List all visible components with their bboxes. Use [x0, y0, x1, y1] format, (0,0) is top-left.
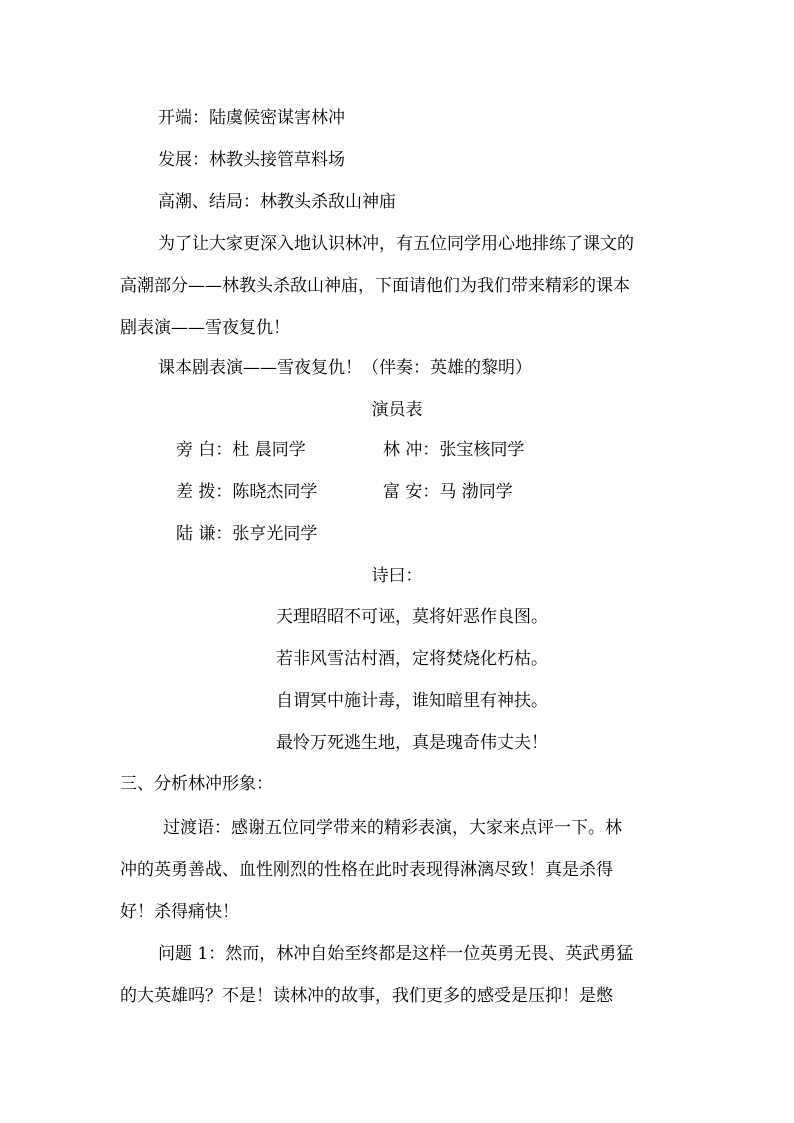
cast-title: 演员表: [371, 400, 423, 420]
cast-lu-qian: 陆 谦：张亨光同学: [176, 524, 318, 544]
cast-cha-bo: 差 拨：陈晓杰同学: [176, 482, 318, 502]
poem-title: 诗曰：: [371, 566, 423, 586]
plot-development: 发展：林教头接管草料场: [158, 150, 345, 170]
transition-line-1: 过渡语：感谢五位同学带来的精彩表演，大家来点评一下。林: [163, 818, 622, 838]
cast-fu-an: 富 安：马 渤同学: [383, 482, 513, 502]
section-heading: 三、分析林冲形象：: [120, 774, 273, 794]
question-1-line-2: 的大英雄吗？不是！读林冲的故事，我们更多的感受是压抑！是憋: [120, 986, 613, 1006]
poem-line: 天理昭昭不可诬，莫将奸恶作良图。: [276, 607, 548, 627]
transition-line-2: 冲的英勇善战、血性刚烈的性格在此时表现得淋漓尽致！真是杀得: [120, 860, 613, 880]
question-1-line-1: 问题 1：然而，林冲自始至终都是这样一位英勇无畏、英武勇猛: [158, 944, 634, 964]
performance-title: 课本剧表演——雪夜复仇！（伴奏：英雄的黎明）: [158, 358, 532, 378]
plot-opening: 开端：陆虞候密谋害林冲: [158, 108, 345, 128]
transition-line-3: 好！杀得痛快！: [120, 902, 239, 922]
poem-line: 最怜万死逃生地，真是瑰奇伟丈夫！: [276, 733, 548, 753]
plot-climax: 高潮、结局：林教头杀敌山神庙: [158, 192, 396, 212]
cast-narrator: 旁 白：杜 晨同学: [176, 440, 306, 460]
intro-line-3: 剧表演——雪夜复仇！: [120, 318, 290, 338]
poem-line: 若非风雪沽村酒，定将焚烧化朽枯。: [276, 649, 548, 669]
intro-line-2: 高潮部分——林教头杀敌山神庙，下面请他们为我们带来精彩的课本: [120, 276, 630, 296]
poem-line: 自谓冥中施计毒，谁知暗里有神扶。: [276, 691, 548, 711]
cast-lin-chong: 林 冲：张宝核同学: [383, 440, 525, 460]
intro-line-1: 为了让大家更深入地认识林冲，有五位同学用心地排练了课文的: [158, 234, 634, 254]
